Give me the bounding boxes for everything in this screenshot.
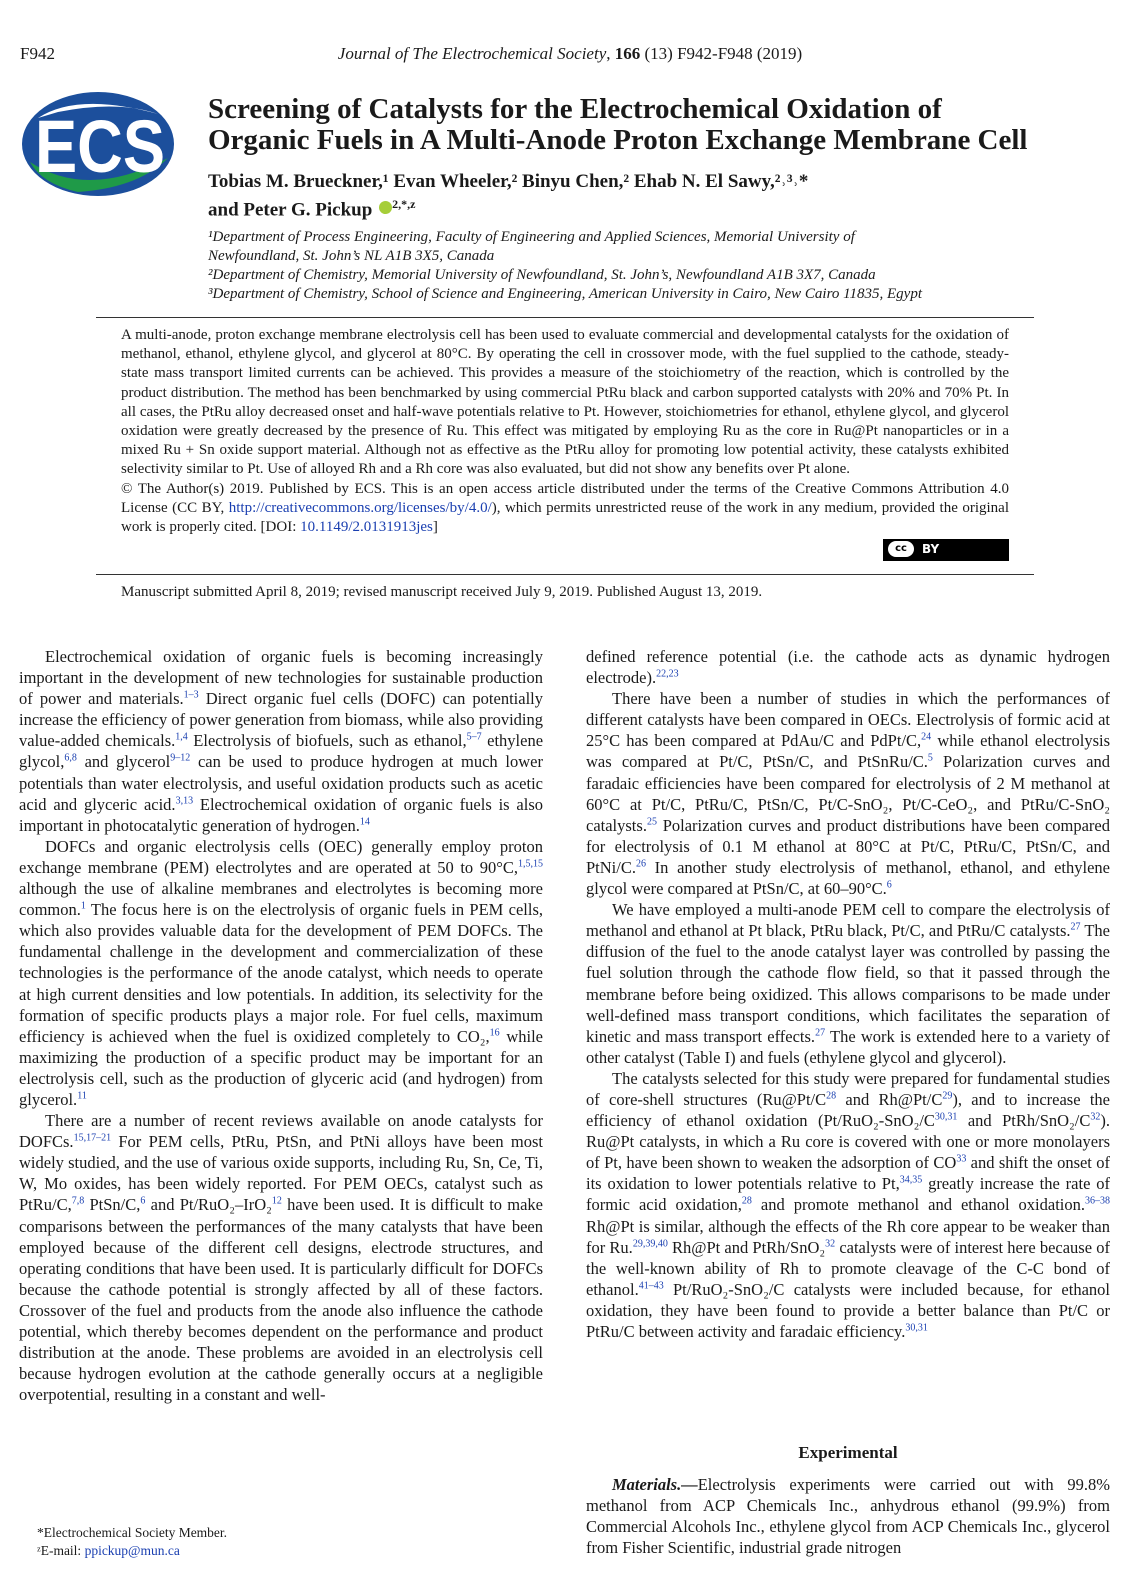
citation-link[interactable]: 6: [140, 1195, 146, 1207]
footnote-email: ᶻE-mail: ppickup@mun.ca: [37, 1543, 180, 1558]
paragraph: We have employed a multi-anode PEM cell to compare the electrolysis of methanol and ethanol at Pt black, PtRu black, Pt/C, and PtRu/C catalysts.$^{27}$ The diffusion of the fuel to the anode catalyst layer was controlled by passing the fuel solution through the cathode flow field, so that it passed through the membrane before being oxidized. This allows comparisons to be made under well-defined mass transport conditions, which facilitates the separation of kinetic and mass transport effects.$^{27}$ The work is extended here to a variety of other catalyst (Table I) and fuels (ethylene glycol and glycerol).: [586, 900, 1111, 1067]
page-number: F942: [20, 44, 55, 63]
affiliation-line: ²Department of Chemistry, Memorial University of Newfoundland, St. John’s, Newfoundland A1B 3X7, Canada: [208, 267, 876, 283]
cc-by-label: BY: [922, 542, 940, 556]
affiliation-line: Newfoundland, St. John’s NL A1B 3X5, Canada: [208, 248, 495, 264]
authors-line-1: Tobias M. Brueckner,¹ Evan Wheeler,² Binyu Chen,² Ehab N. El Sawy,²˒³˒*: [208, 171, 809, 192]
authors-line-2: [208, 193, 1108, 221]
citation-link[interactable]: 26: [635, 858, 646, 870]
article-title: [208, 94, 1108, 156]
title-line-2: Organic Fuels in A Multi-Anode Proton Exchange Membrane Cell: [208, 124, 1028, 156]
citation-link[interactable]: 34,35: [899, 1174, 923, 1186]
citation-link[interactable]: 7,8: [71, 1195, 85, 1207]
author-pickup: and Peter G. Pickup: [208, 199, 373, 221]
cc-by-badge[interactable]: [883, 539, 1009, 561]
author-list: [208, 170, 1108, 221]
citation-link[interactable]: 6: [886, 879, 892, 891]
citation-link[interactable]: 28: [741, 1195, 752, 1207]
body-column-right: [586, 646, 1110, 1342]
affiliation-line: ³Department of Chemistry, School of Science and Engineering, American University in Cairo, New Cairo 11835, Egypt: [208, 286, 922, 302]
footnote-member: *Electrochemical Society Member.: [37, 1525, 228, 1540]
citation-link[interactable]: 30,31: [934, 1111, 958, 1123]
affiliation-line: ¹Department of Process Engineering, Faculty of Engineering and Applied Sciences, Memorial University of: [208, 229, 855, 245]
citation-link[interactable]: 1: [80, 900, 86, 912]
materials-label: Materials.—: [612, 1475, 698, 1494]
citation-link[interactable]: 24: [921, 731, 932, 743]
body-column-left: [19, 646, 543, 1405]
citation-link[interactable]: 32: [825, 1238, 836, 1250]
journal-volume: 166: [614, 44, 641, 63]
abstract-bottom-rule: [96, 574, 1034, 575]
license-link[interactable]: http://creativecommons.org/licenses/by/4.0/: [228, 499, 492, 516]
citation-link[interactable]: 9–12: [170, 752, 191, 764]
abstract: [121, 326, 1009, 537]
citation-link[interactable]: 30,31: [905, 1322, 928, 1334]
citation-link[interactable]: 36–38: [1084, 1195, 1110, 1207]
paragraph: defined reference potential (i.e. the cathode acts as dynamic hydrogen electrode).$^{22,23}$: [586, 647, 1110, 688]
materials-text: Electrolysis experiments were carried out with 99.8% methanol from ACP Chemicals Inc., anhydrous ethanol (99.9%) from Commercial Alcohols Inc., ethylene glycol from ACP Chemicals Inc., glycerol from Fisher Scientific, industrial grade nitrogen: [586, 1475, 1110, 1558]
manuscript-dates: Manuscript submitted April 8, 2019; revised manuscript received July 9, 2019. Published August 13, 2019.: [121, 584, 763, 600]
orcid-icon[interactable]: [379, 201, 392, 214]
citation-link[interactable]: 1–3: [183, 689, 199, 701]
ecs-logo: [18, 88, 180, 200]
email-link[interactable]: ppickup@mun.ca: [84, 1543, 180, 1558]
citation-link[interactable]: 5: [927, 752, 933, 764]
cc-icon: cc: [888, 541, 914, 557]
citation-link[interactable]: 11: [77, 1090, 87, 1102]
journal-header: Journal of The Electrochemical Society, 166 (13) F942-F948 (2019): [337, 44, 803, 63]
footnotes: [37, 1524, 227, 1560]
materials-paragraph: [586, 1474, 1110, 1558]
affiliations: [208, 228, 1088, 304]
citation-link[interactable]: 1,4: [175, 731, 188, 743]
citation-link[interactable]: 12: [271, 1195, 282, 1207]
title-line-1: Screening of Catalysts for the Electrochemical Oxidation of: [208, 93, 942, 125]
author-marks: 2,*,z: [392, 197, 416, 211]
paragraph: There have been a number of studies in which the performances of different catalysts have been compared in OECs. Electrolysis of formic acid at 25°C has been compared at PdAu/C and PdPt/C,$^{24}$ while ethanol electrolysis was compared at Pt/C, PtSn/C, and PtSnRu/C.$^5$ Polarization curves and faradaic efficiencies have been compared for electrolysis of 2 M methanol at 60°C at Pt/C, PtRu/C, PtSn/C, Pt/C-SnO₂, Pt/C-CeO₂, and PtRu/C-SnO₂ catalysts.$^{25}$ Polarization curves and product distributions have been compared for electrolysis of 0.1 M ethanol at 80°C at Pt/C, PtRu/C, PtSn/C, and PtNi/C.$^{26}$ In another study electrolysis of methanol, ethanol, and ethylene glycol were compared at PtSn/C, at 60–90°C.$^6$: [586, 689, 1110, 899]
paragraph: The catalysts selected for this study were prepared for fundamental studies of core-shell structures ($Ru@Pt/C^{28}$ and $Rh@Pt/C^{29}$), and to increase the efficiency of ethanol oxidation ($Pt/RuO_2-SnO_2/C^{30,31}$ and PtRh/$SnO_2/C^{32}$). Ru@Pt catalysts, in which a Ru core is covered with one or more monolayers of Pt, have been shown to weaken the adsorption of CO$^{33}$ and shift the onset of its oxidation to lower potentials relative to Pt,$^{34,35}$ greatly increase the rate of formic acid oxidation,$^{28}$ and promote methanol and ethanol oxidation.$^{36-38}$ Rh@Pt is similar, although the effects of the Rh core appear to be weaker than for Ru.$^{29,39,40}$ Rh@Pt and PtRh/SnO₂$^{32}$ catalysts were of interest here because of the well-known ability of Rh to promote cleavage of the C-C bond of ethanol.$^{41-43}$ Pt/RuO₂-SnO₂/C catalysts were included because, for ethanol oxidation, they have been found to provide a better balance than Pt/C or PtRu/C between activity and faradaic efficiency.$^{30,31}$: [586, 1068, 1110, 1341]
citation-link[interactable]: 22,23: [656, 668, 679, 680]
paragraph: There are a number of recent reviews available on anode catalysts for DOFCs.$^{15,17-21}$ For PEM cells, PtRu, PtSn, and PtNi alloys have been most widely studied, and the use of various oxide supports, including Ru, Sn, Ce, Ti, W, Mo oxides, has been widely reported. For PEM OECs, catalyst such as PtRu/C,$^{7,8}$ PtSn/C,$^6$ and Pt/RuO₂–IrO₂$^{12}$ have been used. It is difficult to make comparisons between the performances of the many catalysts that have been employed because of the different cell designs, electrode structures, and operating conditions that have been used. It is particularly difficult for DOFCs because the cathode potential is strongly affected by all of these factors. Crossover of the fuel and products from the anode also influence the cathode potential, which thereby becomes dependent on the performance and product distribution at the anode. These problems are avoided in an electrolysis cell because hydrogen evolution at the cathode generally occurs at a negligible overpotential, resulting in a constant and well-: [19, 1111, 544, 1405]
citation-link[interactable]: 25: [646, 816, 657, 828]
citation-link[interactable]: 27: [1070, 921, 1081, 933]
paragraph: DOFCs and organic electrolysis cells (OEC) generally employ proton exchange membrane (PEM) electrolytes and are operated at 50 to 90°C,$^{1,5,15}$ although the use of alkaline membranes and electrolytes is becoming more common.$^1$ The focus here is on the electrolysis of organic fuels in PEM cells, which also provides valuable data for the development of PEM DOFCs. The fundamental challenge in the development and commercialization of these technologies is the performance of the anode catalyst, which needs to operate at high current densities and low potentials. In addition, its selectivity for the formation of specific products plays a major role. For fuel cells, maximum efficiency is achieved when the fuel is oxidized completely to CO₂,$^{16}$ while maximizing the production of a specific product may be important for an electrolysis cell, such as the production of glyceric acid (and hydrogen) from glycerol.$^{11}$: [19, 836, 543, 1109]
journal-issue-pages: (13) F942-F948 (2019): [644, 44, 803, 63]
citation-link[interactable]: 27: [815, 1027, 826, 1039]
section-heading-experimental: Experimental: [798, 1443, 898, 1462]
journal-name: Journal of The Electrochemical Society: [337, 44, 607, 63]
paragraph: Electrochemical oxidation of organic fuels is becoming increasingly important in the development of new technologies for sustainable production of power and materials.$^{1-3}$ Direct organic fuel cells (DOFC) can potentially increase the efficiency of power generation from biomass, while also providing value-added chemicals.$^{1,4}$ Electrolysis of biofuels, such as ethanol,$^{5-7}$ ethylene glycol,$^{6,8}$ and glycerol$^{9-12}$ can be used to produce hydrogen at much lower potentials than water electrolysis, and useful oxidation products such as acetic acid and glyceric acid.$^{3,13}$ Electrochemical oxidation of organic fuels is also important in photocatalytic generation of hydrogen.$^{14}$: [19, 647, 544, 835]
citation-link[interactable]: 29: [942, 1090, 953, 1102]
citation-link[interactable]: 14: [359, 816, 370, 828]
citation-link[interactable]: 32: [1090, 1111, 1101, 1123]
citation-link[interactable]: 15,17–21: [73, 1132, 112, 1144]
citation-link[interactable]: 28: [826, 1090, 837, 1102]
doi-link[interactable]: 10.1149/2.0131913jes: [300, 519, 433, 536]
citation-link[interactable]: 1,5,15: [518, 858, 543, 870]
citation-link[interactable]: 16: [489, 1027, 500, 1039]
citation-link[interactable]: 29,39,40: [632, 1238, 668, 1250]
abstract-text: A multi-anode, proton exchange membrane electrolysis cell has been used to evaluate commercial and developmental catalysts for the oxidation of methanol, ethanol, ethylene glycol, and glycerol at 80°C. By operating the cell in crossover mode, with the fuel supplied to the cathode, steady-state mass transport limited currents can be achieved. This provides a measure of the stoichiometry of the reaction, which is controlled by the product distribution. The method has been benchmarked by using commercial PtRu black and carbon supported catalysts with 20% and 70% Pt. In all cases, the PtRu alloy decreased onset and half-wave potentials relative to Pt. However, stoichiometries for ethanol, ethylene glycol, and glycerol oxidation were greatly decreased by the presence of Ru. This effect was mitigated by employing Ru as the core in Ru@Pt nanoparticles or in a mixed Ru + Sn oxide support material. Although not as effective as the PtRu alloy for promoting low potential activity, these catalysts exhibited selectivity similar to Pt. Use of alloyed Rh and a Rh core was also evaluated, but did not show any benefits over Pt alone.: [121, 327, 1009, 478]
citation-link[interactable]: 41–43: [638, 1280, 664, 1292]
abstract-top-rule: [96, 317, 1034, 318]
copyright-notice: © The Author(s) 2019. Published by ECS. This is an open access article distributed under the terms of the Creative Commons Attribution 4.0 License (CC BY, http://creativecommons.org/licenses/by/4.0/), which permits unrestricted reuse of the work in any medium, provided the original work is properly cited. [DOI: 10.1149/2.0131913jes]: [121, 480, 1009, 536]
ecs-logo-text: ECS: [35, 105, 165, 188]
citation-link[interactable]: 3,13: [175, 795, 194, 807]
citation-link[interactable]: 6,8: [64, 752, 77, 764]
citation-link[interactable]: 5–7: [466, 731, 482, 743]
citation-link[interactable]: 33: [956, 1153, 967, 1165]
